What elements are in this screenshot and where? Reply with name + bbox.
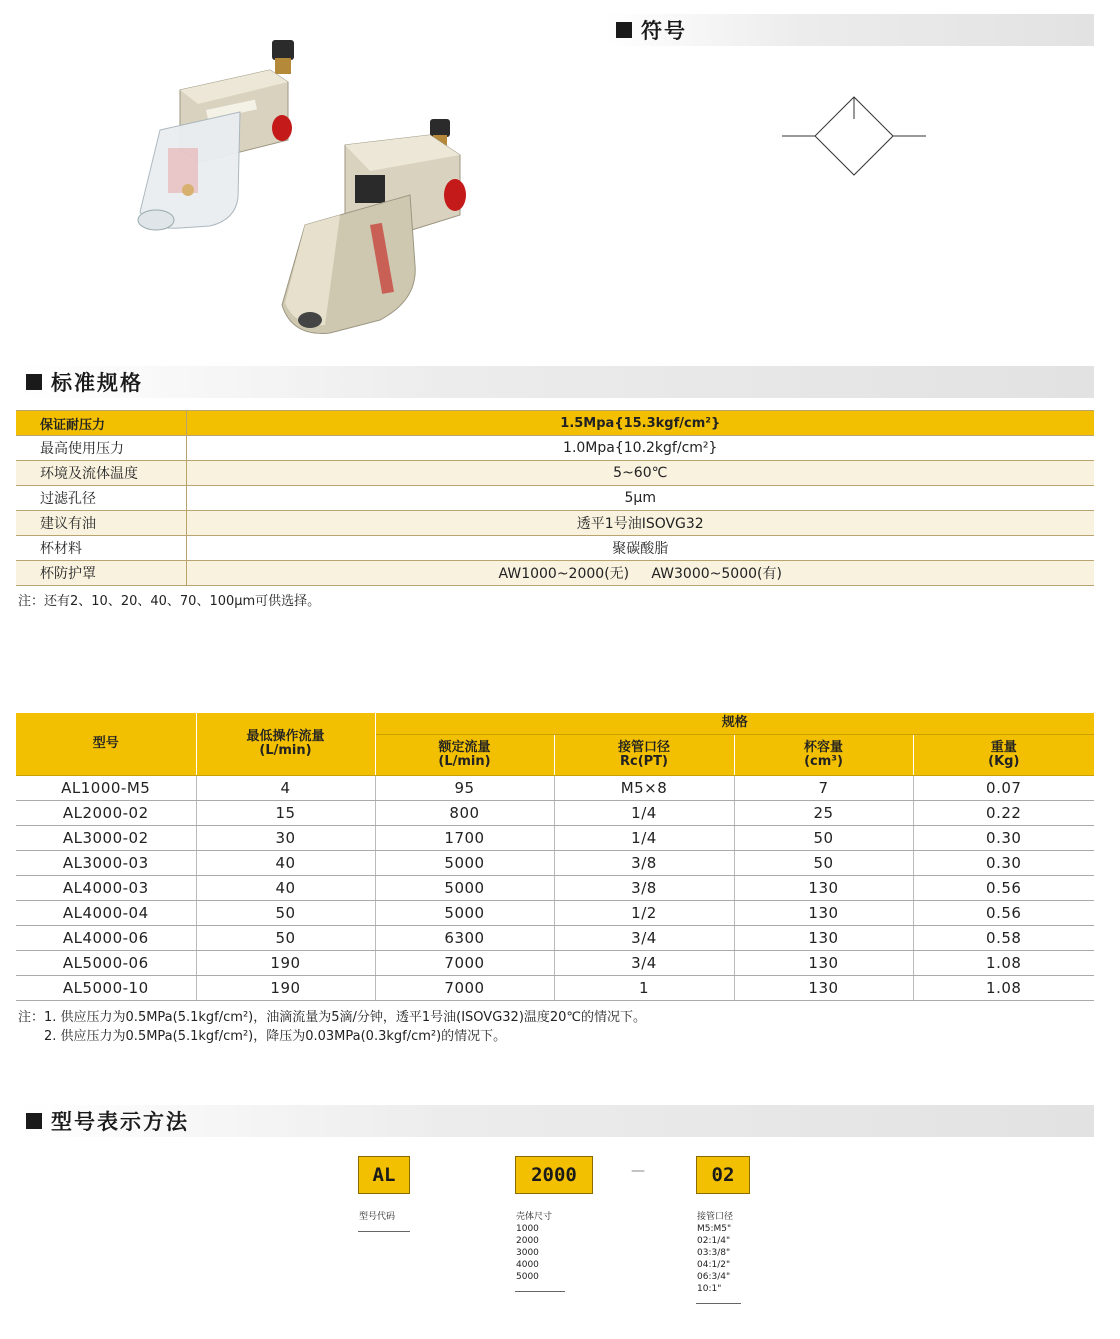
weight-cell: 0.56 [913,875,1094,900]
spec-note: 注：还有2、10、20、40、70、100μm可供选择。 [18,594,321,609]
section-header-symbol [606,14,1094,46]
spec-value: 5μm [186,486,1094,511]
port-cell: 3/4 [554,950,734,975]
section-title: 型号表示方法 [51,1110,189,1134]
spec-label: 杯防护罩 [16,561,186,586]
model-spec-table [16,713,1094,1001]
bowl-cell: 50 [734,825,913,850]
spec-label: 最高使用压力 [16,436,186,461]
weight-cell: 0.30 [913,850,1094,875]
model-note-1: 注：1. 供应压力为0.5MPa(5.1kgf/cm²)，油滴流量为5滴/分钟，透平1号油(ISOVG32)温度20℃的情况下。 [18,1010,647,1025]
bowl-cell: 130 [734,900,913,925]
section-square-icon [26,374,42,390]
model-cell: AL3000-03 [16,850,196,875]
table-row [16,411,1094,436]
header-bowl: 杯容量 (cm³) [734,734,913,775]
table-row [16,950,1094,975]
section-header-standard-spec [16,366,1094,398]
port-cell: 3/4 [554,925,734,950]
model-cell: AL4000-04 [16,900,196,925]
table-row [16,436,1094,461]
model-cell: AL1000-M5 [16,775,196,800]
port-cell: 3/8 [554,875,734,900]
code-underline [358,1231,410,1232]
rated-flow-cell: 6300 [375,925,554,950]
table-row [16,900,1094,925]
table-row [16,511,1094,536]
table-header-row [16,713,1094,734]
bowl-cell: 130 [734,875,913,900]
section-title: 符号 [641,19,687,43]
spec-value: 透平1号油ISOVG32 [186,511,1094,536]
rated-flow-cell: 7000 [375,950,554,975]
port-cell: 1/4 [554,800,734,825]
model-cell: AL2000-02 [16,800,196,825]
min-flow-cell: 15 [196,800,375,825]
bowl-cell: 50 [734,850,913,875]
weight-cell: 0.58 [913,925,1094,950]
rated-flow-cell: 7000 [375,975,554,1000]
model-cell: AL5000-06 [16,950,196,975]
bowl-cell: 25 [734,800,913,825]
min-flow-cell: 50 [196,900,375,925]
spec-value: AW1000~2000(无) AW3000~5000(有) [186,561,1094,586]
weight-cell: 0.30 [913,825,1094,850]
spec-label: 过滤孔径 [16,486,186,511]
table-row [16,825,1094,850]
rated-flow-cell: 800 [375,800,554,825]
weight-cell: 1.08 [913,975,1094,1000]
table-row [16,925,1094,950]
header-rated-flow: 额定流量 (L/min) [375,734,554,775]
port-cell: 1/2 [554,900,734,925]
bowl-cell: 130 [734,925,913,950]
header-min-flow: 最低操作流量 (L/min) [196,713,375,775]
model-note-2: 2. 供应压力为0.5MPa(5.1kgf/cm²)，降压为0.03MPa(0.3kgf/cm²)的情况下。 [44,1029,507,1044]
min-flow-cell: 4 [196,775,375,800]
weight-cell: 0.22 [913,800,1094,825]
standard-spec-table [16,410,1094,586]
lubricator-large-image [270,115,480,340]
code-dash: — [631,1163,645,1179]
code-caption-model: 型号代码 [359,1212,396,1222]
min-flow-cell: 40 [196,850,375,875]
model-cell: AL5000-10 [16,975,196,1000]
spec-value: 5~60℃ [186,461,1094,486]
weight-cell: 1.08 [913,950,1094,975]
weight-cell: 0.07 [913,775,1094,800]
code-box-port: 02 [696,1156,750,1194]
header-spec-group: 规格 [375,713,1094,734]
weight-cell: 0.56 [913,900,1094,925]
code-box-model: AL [358,1156,410,1194]
spec-label: 环境及流体温度 [16,461,186,486]
bowl-cell: 130 [734,950,913,975]
table-row [16,775,1094,800]
rated-flow-cell: 1700 [375,825,554,850]
port-cell: 3/8 [554,850,734,875]
header-weight: 重量 (Kg) [913,734,1094,775]
spec-label: 保证耐压力 [16,411,186,436]
code-caption-size: 壳体尺寸 1000 2000 3000 4000 5000 [516,1212,553,1282]
table-row [16,850,1094,875]
min-flow-cell: 30 [196,825,375,850]
rated-flow-cell: 95 [375,775,554,800]
table-row [16,461,1094,486]
table-row [16,800,1094,825]
bowl-cell: 130 [734,975,913,1000]
spec-value: 1.0Mpa{10.2kgf/cm²} [186,436,1094,461]
table-row [16,875,1094,900]
port-cell: M5×8 [554,775,734,800]
header-model: 型号 [16,713,196,775]
bowl-cell: 7 [734,775,913,800]
port-cell: 1/4 [554,825,734,850]
section-square-icon [616,22,632,38]
table-row [16,486,1094,511]
table-row [16,975,1094,1000]
min-flow-cell: 40 [196,875,375,900]
rated-flow-cell: 5000 [375,850,554,875]
table-row [16,536,1094,561]
min-flow-cell: 190 [196,975,375,1000]
lubricator-symbol-icon [780,95,930,181]
spec-label: 杯材料 [16,536,186,561]
code-underline [515,1291,565,1292]
min-flow-cell: 190 [196,950,375,975]
section-title: 标准规格 [51,371,143,395]
code-caption-port: 接管口径 M5:M5" 02:1/4" 03:3/8" 04:1/2" 06:3/4" 10:1" [697,1212,734,1294]
spec-label: 建议有油 [16,511,186,536]
model-cell: AL4000-03 [16,875,196,900]
spec-value: 聚碳酸脂 [186,536,1094,561]
rated-flow-cell: 5000 [375,900,554,925]
model-cell: AL3000-02 [16,825,196,850]
code-box-size: 2000 [515,1156,593,1194]
section-square-icon [26,1113,42,1129]
port-cell: 1 [554,975,734,1000]
rated-flow-cell: 5000 [375,875,554,900]
table-row [16,561,1094,586]
min-flow-cell: 50 [196,925,375,950]
model-cell: AL4000-06 [16,925,196,950]
spec-value: 1.5Mpa{15.3kgf/cm²} [186,411,1094,436]
code-underline [696,1303,741,1304]
header-port: 接管口径 Rc(PT) [554,734,734,775]
section-header-model-code [16,1105,1094,1137]
